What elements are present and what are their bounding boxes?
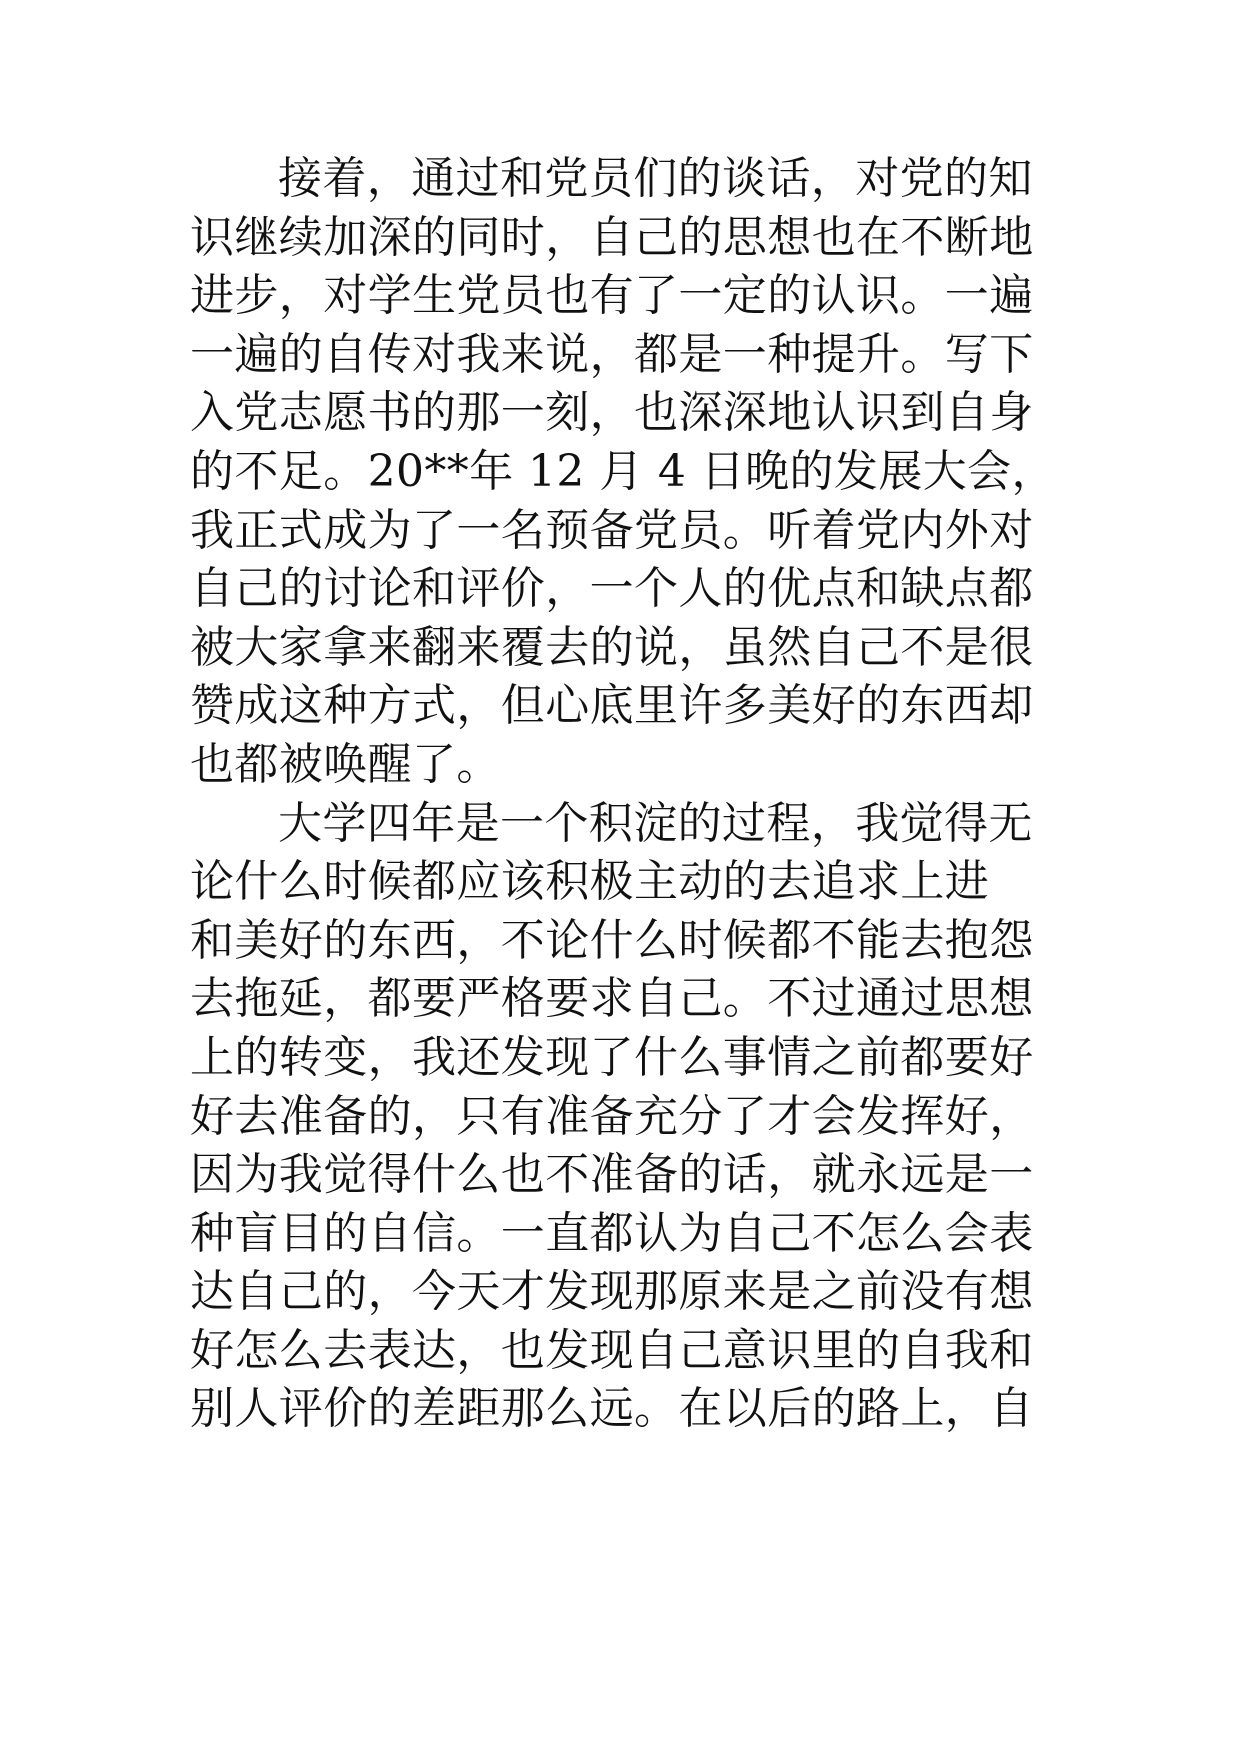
paragraph-2 bbox=[190, 795, 1060, 1440]
text-line: 达自己的，今天才发现那原来是之前没有想 bbox=[190, 1266, 1034, 1318]
text-line: 一遍的自传对我来说，都是一种提升。写下 bbox=[190, 328, 1034, 380]
text-line: 去拖延，都要严格要求自己。不过通过思想 bbox=[190, 973, 1034, 1025]
text-line: 论什么时候都应该积极主动的去追求上进 bbox=[190, 856, 990, 908]
text-line: 我正式成为了一名预备党员。听着党内外对 bbox=[190, 504, 1034, 556]
text-line: 识继续加深的同时，自己的思想也在不断地 bbox=[190, 211, 1034, 263]
text-line: 别人评价的差距那么远。在以后的路上，自 bbox=[190, 1383, 1034, 1435]
text-line: 赞成这种方式，但心底里许多美好的东西却 bbox=[190, 680, 1034, 732]
text-line: 入党志愿书的那一刻，也深深地认识到自身 bbox=[190, 387, 1034, 439]
text-line: 自己的讨论和评价，一个人的优点和缺点都 bbox=[190, 563, 1034, 615]
text-line: 也都被唤醒了。 bbox=[190, 738, 501, 790]
text-line: 进步，对学生党员也有了一定的认识。一遍 bbox=[190, 270, 1034, 322]
text-line: 接着，通过和党员们的谈话，对党的知 bbox=[278, 153, 1033, 204]
text-line: 好怎么去表达，也发现自己意识里的自我和 bbox=[190, 1324, 1034, 1376]
text-line: 的不足。20**年 12 月 4 日晚的发展大会， bbox=[190, 445, 1056, 497]
text-line: 因为我觉得什么也不准备的话，就永远是一 bbox=[190, 1149, 1034, 1201]
paragraph-1 bbox=[190, 150, 1060, 795]
document-body bbox=[190, 150, 1060, 1439]
text-line: 被大家拿来翻来覆去的说，虽然自己不是很 bbox=[190, 621, 1034, 673]
text-line: 种盲目的自信。一直都认为自己不怎么会表 bbox=[190, 1207, 1034, 1259]
text-line: 大学四年是一个积淀的过程，我觉得无 bbox=[278, 797, 1033, 849]
text-line: 好去准备的，只有准备充分了才会发挥好， bbox=[190, 1090, 1034, 1142]
text-line: 和美好的东西，不论什么时候都不能去抱怨 bbox=[190, 914, 1034, 966]
text-line: 上的转变，我还发现了什么事情之前都要好 bbox=[190, 1031, 1034, 1083]
